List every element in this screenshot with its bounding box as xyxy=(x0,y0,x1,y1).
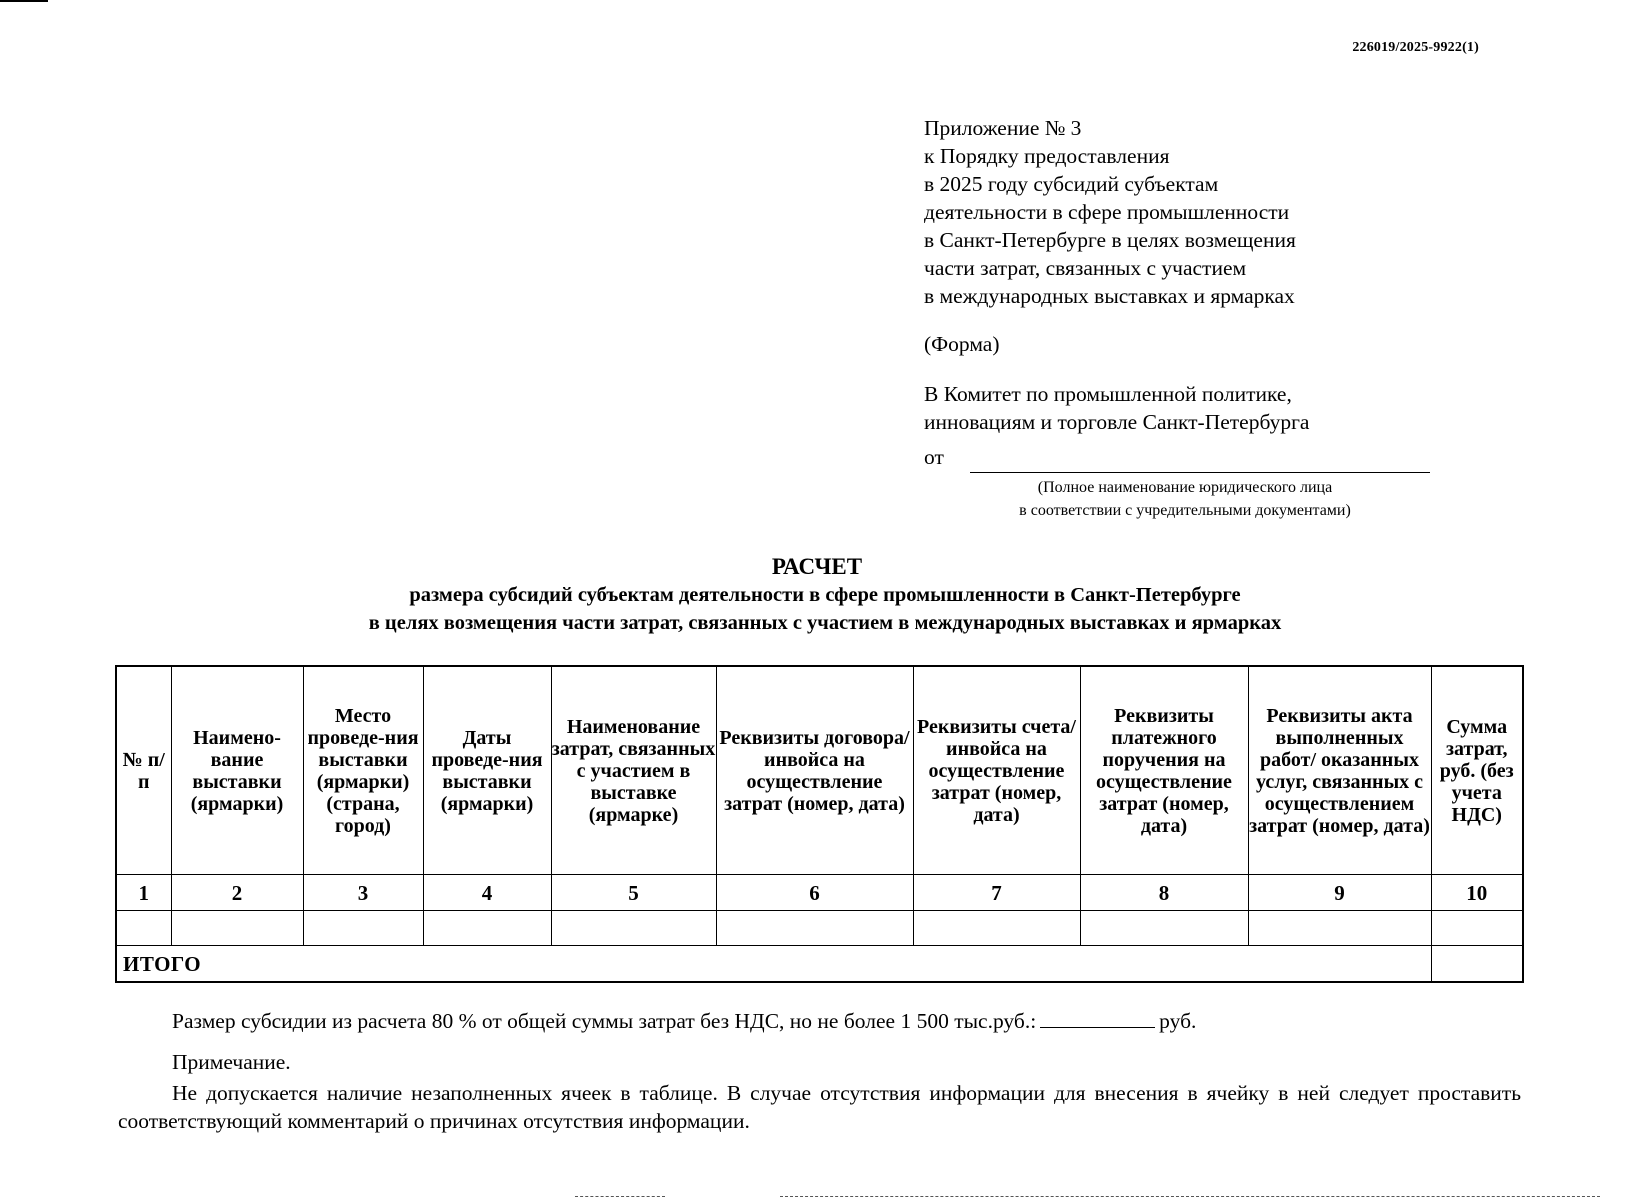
table-cell[interactable] xyxy=(551,911,716,946)
table-cell[interactable] xyxy=(1080,911,1248,946)
column-header-payment-order-details: Реквизиты платежного поручения на осуществление затрат (номер, дата) xyxy=(1080,666,1248,875)
from-hint xyxy=(960,476,1410,522)
subsidy-text: Размер субсидии из расчета 80 % от общей суммы затрат без НДС, но не более 1 500 тыс.руб.: xyxy=(172,1009,1037,1033)
table-cell[interactable] xyxy=(1248,911,1431,946)
appendix-line: в международных выставках и ярмарках xyxy=(924,284,1295,308)
appendix-line: Приложение № 3 xyxy=(924,116,1082,140)
column-number: 7 xyxy=(913,875,1080,911)
total-sum-cell[interactable] xyxy=(1431,946,1523,983)
appendix-block xyxy=(924,114,1296,310)
column-header-venue: Место проведе-ния выставки (ярмарки) (страна, город) xyxy=(303,666,423,875)
column-number: 8 xyxy=(1080,875,1248,911)
subsidy-unit: руб. xyxy=(1159,1009,1197,1033)
column-header-exhibition-name: Наимено-вание выставки (ярмарки) xyxy=(171,666,303,875)
column-number: 1 xyxy=(116,875,171,911)
column-number-row xyxy=(116,875,1523,911)
subsidy-amount-blank[interactable] xyxy=(1040,1007,1155,1028)
appendix-line: в 2025 году субсидий субъектам xyxy=(924,172,1219,196)
total-row xyxy=(116,946,1523,983)
note-text: Не допускается наличие незаполненных ячеек в таблице. В случае отсутствия информации для внесения в ячейку в ней следует проставить соответствующий комментарий о причинах отсутствия информации. xyxy=(118,1081,1521,1133)
appendix-line: части затрат, связанных с участием xyxy=(924,256,1247,280)
column-number: 3 xyxy=(303,875,423,911)
table-cell[interactable] xyxy=(423,911,551,946)
calculation-table xyxy=(115,665,1524,983)
scan-bottom-artifact xyxy=(575,1196,665,1197)
column-header-cost-name: Наименование затрат, связанных с участием в выставке (ярмарке) xyxy=(551,666,716,875)
from-hint-line: (Полное наименование юридического лица xyxy=(1037,479,1333,496)
table-cell[interactable] xyxy=(716,911,913,946)
table-cell[interactable] xyxy=(913,911,1080,946)
table-cell[interactable] xyxy=(116,911,171,946)
column-header-contract-details: Реквизиты договора/ инвойса на осуществление затрат (номер, дата) xyxy=(716,666,913,875)
column-header-number: № п/п xyxy=(116,666,171,875)
column-number: 2 xyxy=(171,875,303,911)
from-fill-line xyxy=(970,472,1430,473)
column-header-cost-sum: Сумма затрат, руб. (без учета НДС) xyxy=(1431,666,1523,875)
appendix-line: деятельности в сфере промышленности xyxy=(924,200,1290,224)
subsidy-line xyxy=(172,1007,1196,1034)
addressee-block xyxy=(924,380,1309,436)
column-header-invoice-details: Реквизиты счета/ инвойса на осуществление затрат (номер, дата) xyxy=(913,666,1080,875)
column-number: 6 xyxy=(716,875,913,911)
appendix-line: в Санкт-Петербурге в целях возмещения xyxy=(924,228,1296,252)
from-hint-line: в соответствии с учредительными документами) xyxy=(1019,502,1351,519)
document-number: 226019/2025-9922(1) xyxy=(1352,40,1479,55)
column-number: 5 xyxy=(551,875,716,911)
column-number: 10 xyxy=(1431,875,1523,911)
table-cell[interactable] xyxy=(171,911,303,946)
column-header-act-details: Реквизиты акта выполненных работ/ оказанных услуг, связанных с осуществлением затрат (номер, дата) xyxy=(1248,666,1431,875)
addressee-line: инновациям и торговле Санкт-Петербурга xyxy=(924,410,1310,434)
form-label: (Форма) xyxy=(924,332,1000,356)
scan-corner-mark xyxy=(0,0,48,2)
total-label: ИТОГО xyxy=(116,946,1431,983)
column-number: 4 xyxy=(423,875,551,911)
table-row xyxy=(116,911,1523,946)
scan-bottom-artifact xyxy=(780,1196,1600,1197)
table-cell[interactable] xyxy=(303,911,423,946)
from-label: от xyxy=(924,445,944,469)
column-number: 9 xyxy=(1248,875,1431,911)
column-header-dates: Даты проведе-ния выставки (ярмарки) xyxy=(423,666,551,875)
table-cell[interactable] xyxy=(1431,911,1523,946)
addressee-line: В Комитет по промышленной политике, xyxy=(924,382,1292,406)
document-subtitle-line-2: в целях возмещения части затрат, связанных с участием в международных выставках и ярмарках xyxy=(368,612,1282,634)
note-title: Примечание. xyxy=(172,1050,291,1074)
document-title: РАСЧЕТ xyxy=(771,554,863,579)
table-header-row xyxy=(116,666,1523,875)
appendix-line: к Порядку предоставления xyxy=(924,144,1170,168)
document-subtitle-line-1: размера субсидий субъектам деятельности в сфере промышленности в Санкт-Петербурге xyxy=(409,584,1241,606)
